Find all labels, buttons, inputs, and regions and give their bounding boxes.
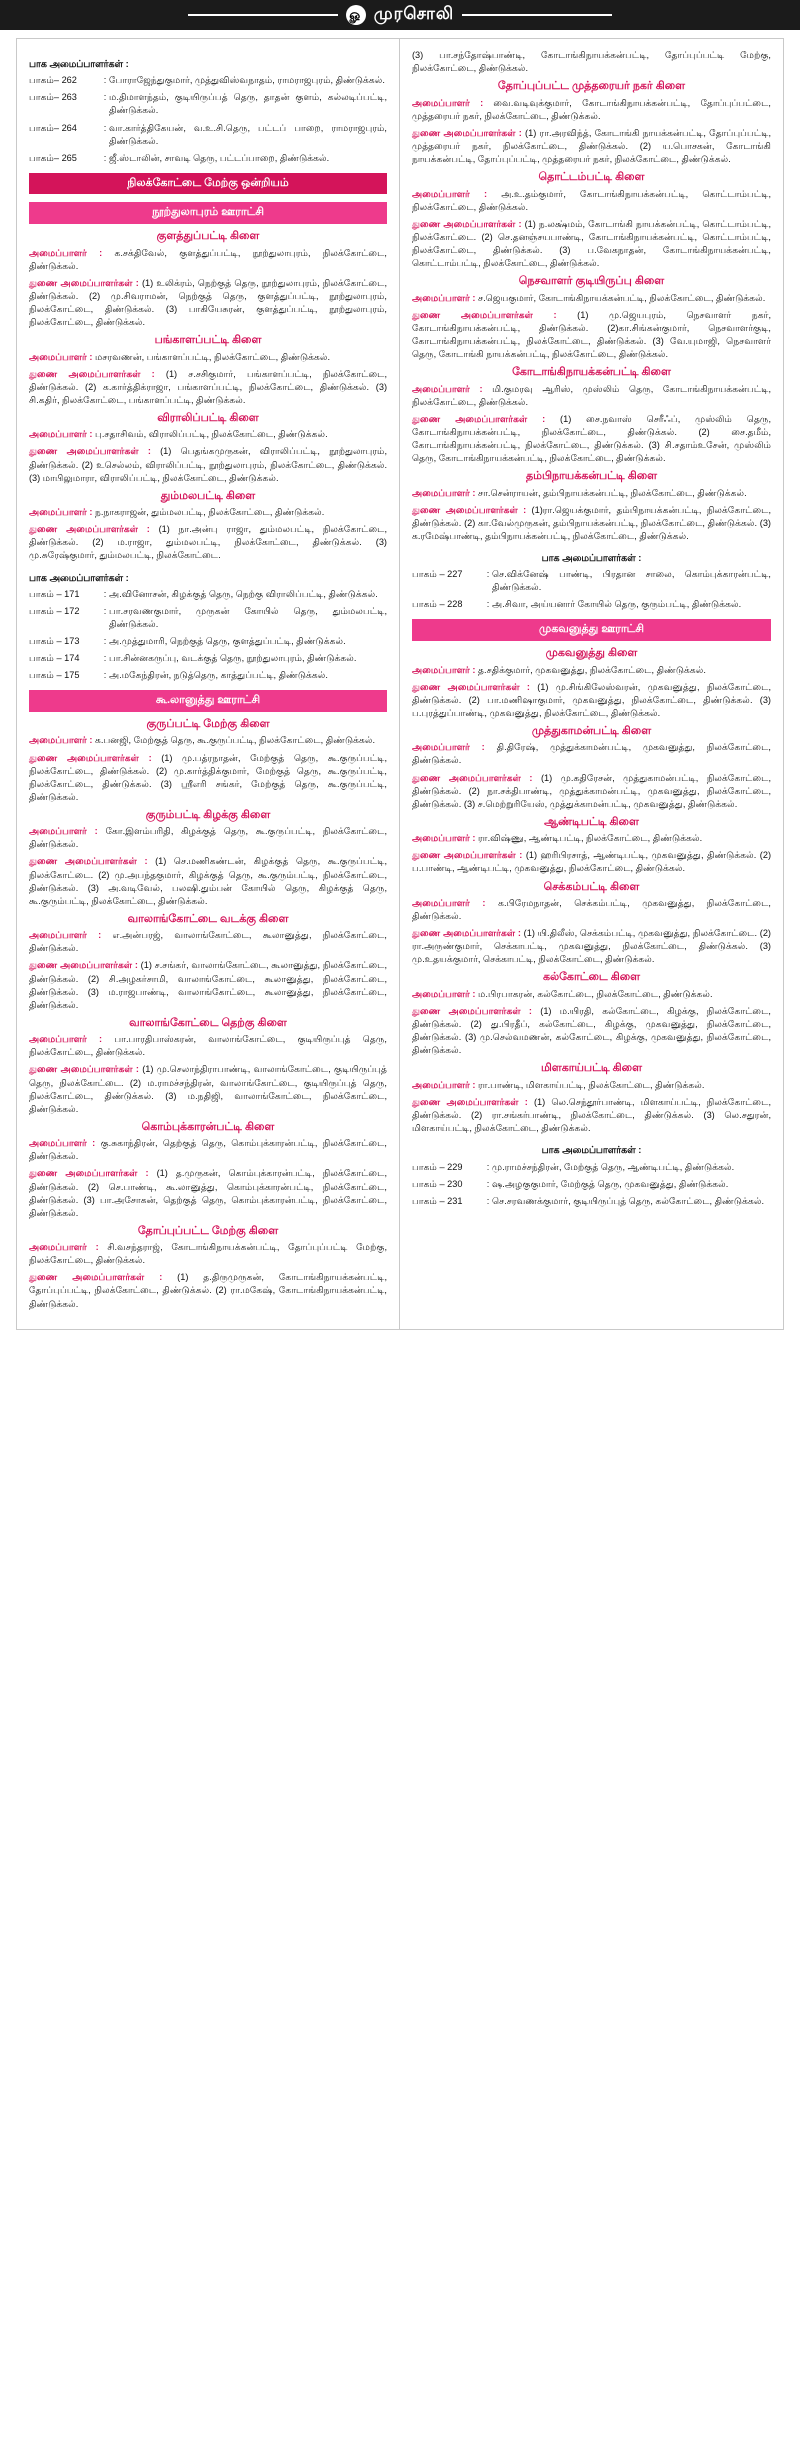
branch-heading: தம்பிநாயக்கன்பட்டி கிளை xyxy=(525,469,658,482)
subsection-label: பாக அமைப்பாளர்கள் : xyxy=(29,58,129,69)
column-right xyxy=(400,39,783,1329)
separator: : xyxy=(103,636,107,647)
entry-text: (1) மு.ஜெயபுரம், நெசவாளர் நகர், கோடாங்கிநாயக்கன்பட்டி, திண்டுக்கல். (2)கா.சிங்கன்குமார், நெசவாளர்குடி, கோடாங்கிநாயக்கன்பட்டி, நிலக்கோட்டை, திண்டுக்கல். (3) வே.யுமாஜி, நெசவாளர் தெரு, கோடாங்கி நாயக்கன்பட்டி, நிலக்கோட்டை, திண்டுக்கல். xyxy=(412,309,771,359)
entry-label: அமைப்பாளர் : xyxy=(29,1242,99,1253)
separator: : xyxy=(486,599,490,610)
entry-label: துணை அமைப்பாளர்கள் : xyxy=(29,960,138,971)
list-item xyxy=(29,635,387,648)
organizer-entry xyxy=(29,277,387,329)
separator: : xyxy=(486,1195,490,1206)
entry-label: அமைப்பாளர் : xyxy=(412,383,483,394)
organizer-entry xyxy=(29,929,387,955)
organizer-entry xyxy=(29,855,387,907)
entry-text: க.சக்திவேல், குளத்துப்பட்டி, நூற்துலாபுரம், நிலக்கோட்டை, திண்டுக்கல். xyxy=(29,247,387,271)
list-item xyxy=(412,598,771,611)
entry-text: க.பிரேமநாதன், செக்கம்பட்டி, முகவனுத்து, நிலக்கோட்டை, திண்டுக்கல். xyxy=(412,898,771,922)
entry-label: அமைப்பாளர் : xyxy=(29,247,103,258)
entry-text: சா.சென்ராயன், தம்பிநாயக்கன்பட்டி, நிலக்கோட்டை, திண்டுக்கல். xyxy=(475,487,747,498)
section-banner: நிலக்கோட்டை மேற்கு ஒன்றியம் xyxy=(29,173,387,195)
section-banner: கூ.லானுத்து ஊராட்சி xyxy=(29,690,387,712)
organizer-entry xyxy=(412,988,771,1001)
list-item xyxy=(412,568,771,594)
entry-text: (1) செ.மணிகண்டன், கிழக்குத் தெரு, கூ.குருப்பட்டி, நிலக்கோட்டை. (2) மு.அபந்தகுமார், கிழக்குத் தெரு, கூ.குரும்பட்டி, நிலக்கோட்டை, திண்டுக்கல். (3) அ.வடிவேல், பலஷி.தும்பன் கோயில் தெரு, கிழக்குத் தெரு, கூ.குரும்பட்டி, நிலக்கோட்டை, திண்டுக்கல். xyxy=(29,856,387,906)
entry-label: அமைப்பாளர் : xyxy=(412,742,485,753)
organizer-entry xyxy=(412,832,771,845)
entry-text: (1) பெதங்கமுருகன், விராலிப்பட்டி, நூற்துலாபுரம், திண்டுக்கல். (2) உசெல்லம், விராலிப்பட்டி, நூற்துலாபுரம், நிலக்கோட்டை, திண்டுக்கல். (3) மாபிலுமாரா, விராலிப்பட்டி, நிலக்கோட்டை, திண்டுக்கல். xyxy=(29,446,387,483)
entry-label: துணை அமைப்பாளர்கள் : xyxy=(29,446,151,457)
entry-label: துணை அமைப்பாளர்கள் : xyxy=(412,127,522,138)
entry-text: (1) த.முருகன், கொம்புக்காரன்பட்டி, நிலக்கோட்டை, திண்டுக்கல். (2) செ.பாண்டி, கூ.லானுத்து, கொம்புக்காரன்பட்டி, நிலக்கோட்டை, திண்டுக்கல். (3) பா.அசோகன், தெற்குத் தெரு, கொம்புக்காரன்பட்டி, நிலக்கோட்டை, திண்டுக்கல். xyxy=(29,1168,387,1218)
masthead-rule-right xyxy=(462,14,612,16)
list-item xyxy=(29,91,387,117)
part-number: பாகம் – 171 xyxy=(29,588,80,599)
section-banner: முகவனுத்து ஊராட்சி xyxy=(412,619,771,641)
entry-text: ச.ஜெயகுமார், கோடாங்கிநாயக்கன்பட்டி, நிலக்கோட்டை, திண்டுக்கல். xyxy=(475,292,766,303)
entry-label: துணை அமைப்பாளர்கள் : xyxy=(412,1097,528,1108)
entry-label: துணை அமைப்பாளர்கள் : xyxy=(412,309,557,320)
entry-text: (1) த.திருமுருகன், கோடாங்கிநாயக்கன்பட்டி, தோப்புப்பட்டி, நிலக்கோட்டை, திண்டுக்கல். (2) ரா.மகேஷ், கோடாங்கிநாயக்கன்பட்டி, திண்டுக்கல். xyxy=(29,1272,387,1309)
part-number: பாகம்– 264 xyxy=(29,122,77,133)
separator: : xyxy=(486,1178,490,1189)
part-number: பாகம்– 265 xyxy=(29,152,77,163)
entry-text: தி.திரேஷ், முத்துக்காமன்பட்டி, முகவனுத்து, நிலக்கோட்டை, திண்டுக்கல். xyxy=(412,742,771,766)
entry-text: (1) ச.சசிகுமார், பங்காளப்பட்டி, நிலக்கோட்டை, திண்டுக்கல். (2) க.கார்த்திக்ராஜா, பங்காளப்பட்டி, நிலக்கோட்டை, திண்டுக்கல். (3) சி.கதிர், நிலக்கோட்டை, பங்காளப்பட்டி, திண்டுக்கல். xyxy=(29,368,388,405)
entry-text: ந.நாகராஜன், தும்மலபட்டி, நிலக்கோட்டை, திண்டுக்கல். xyxy=(92,507,325,518)
part-number: பாகம் – 229 xyxy=(412,1161,463,1172)
masthead-rule-left xyxy=(188,14,338,16)
entry-label: துணை அமைப்பாளர்கள் : xyxy=(29,1168,149,1179)
part-number: பாகம் – 228 xyxy=(412,599,463,610)
part-number: பாகம் – 231 xyxy=(412,1195,463,1206)
entry-text: எ.அன்பரஜ், வாலாங்கோட்டை, கூலானுத்து, நிலக்கோட்டை, திண்டுக்கல். xyxy=(29,930,387,954)
organizer-entry xyxy=(29,445,387,484)
organizer-entry xyxy=(412,772,771,811)
entry-text: (1) ம.யிரதி, கல்கோட்டை, கிழக்கு, நிலக்கோட்டை, திண்டுக்கல். (2) து.பிரதீப், கல்கோட்டை, கிழக்கு, முகவனுத்து, நிலக்கோட்டை, திண்டுக்கல். (3) மு.செல்வமணன், கல்கோட்டை, கிழக்கு, முகவனுத்து, நிலக்கோட்டை, திண்டுக்கல். xyxy=(412,1006,771,1056)
entry-text: (1)ரா.ஜெயக்குமார், தம்பிநாயக்கன்பட்டி, நிலக்கோட்டை, திண்டுக்கல். (2) கா.வேல்முருகன், தம்பிநாயக்கன்பட்டி, நிலக்கோட்டை, திண்டுக்கல். (3) க.ரமேஷ்பாண்டி, தம்பிநாயக்கன்பட்டி, நிலக்கோட்டை, திண்டுக்கல். xyxy=(412,504,771,541)
organizer-entry xyxy=(412,309,771,361)
part-organizer: செ.விக்னேஷ் பாண்டி, பிரதான சாலை, கொம்புக்காரன்பட்டி, திண்டுக்கல். xyxy=(492,569,771,593)
entry-label: துணை அமைப்பாளர்கள் : xyxy=(412,218,522,229)
om-icon: ௐ xyxy=(346,5,366,25)
part-organizer: பா.சின்னகருப்பு, வடக்குத் தெரு, நூற்துலாபுரம், திண்டுக்கல். xyxy=(109,653,357,664)
part-number: பாகம் – 173 xyxy=(29,636,80,647)
organizer-entry xyxy=(29,825,387,851)
organizer-entry xyxy=(412,1079,771,1092)
entry-label: அமைப்பாளர் : xyxy=(29,826,98,837)
entry-text: கு.சுகாந்திரன், தெற்குத் தெரு, கொம்புக்காரன்பட்டி, நிலக்கோட்டை, திண்டுக்கல். xyxy=(29,1138,387,1162)
entry-text: க.பனஜி, மேற்குத் தெரு, கூ.குருப்பட்டி, நிலக்கோட்டை, திண்டுக்கல். xyxy=(92,735,376,746)
entry-text: (1) மு.பத்ரநாதன், மேற்குத் தெரு, கூ.குருப்பட்டி, நிலக்கோட்டை, திண்டுக்கல். (2) மு.கார்த்திக்குமார், மேற்குத் தெரு, கூ.குருப்பட்டி, நிலக்கோட்டை, திண்டுக்கல். (3) ஸ்ரீஎரி சங்கர், மேற்குத் தெரு, கூ.குருப்பட்டி, திண்டுக்கல். xyxy=(29,752,388,802)
branch-heading: தோப்புப்பட்ட மேற்கு கிளை xyxy=(137,1224,279,1237)
entry-label: துணை அமைப்பாளர்கள் : xyxy=(412,850,523,861)
organizer-entry xyxy=(29,506,387,519)
separator: : xyxy=(103,152,107,163)
part-number: பாகம்– 262 xyxy=(29,75,77,86)
organizer-entry xyxy=(29,351,387,364)
entry-text: ரா.பாண்டி, மிளகாய்பட்டி, நிலக்கோட்டை, திண்டுக்கல். xyxy=(475,1079,705,1090)
organizer-entry xyxy=(412,897,771,923)
branch-heading: பங்காளப்பட்டி கிளை xyxy=(154,333,262,346)
organizer-entry xyxy=(412,487,771,500)
part-organizer: அ.சிவா, அய்யனார் கோயில் தெரு, குரும்பட்டி, திண்டுக்கல். xyxy=(492,599,742,610)
list-item xyxy=(29,152,387,165)
list-item xyxy=(29,669,387,682)
separator: : xyxy=(103,653,107,664)
entry-text: கோ.இளம்பரிதி, கிழக்குத் தெரு, கூ.குருப்பட்டி, நிலக்கோட்டை, திண்டுக்கல். xyxy=(29,826,387,850)
list-item xyxy=(412,1161,771,1174)
section-banner: நூற்துலாபுரம் ஊராட்சி xyxy=(29,202,387,224)
branch-heading: கல்கோட்டை கிளை xyxy=(542,971,641,984)
subsection-label: பாக அமைப்பாளர்கள் : xyxy=(541,551,642,563)
entry-text: (1) நா.அன்பு ராஜா, தும்மலபட்டி, நிலக்கோட்டை, திண்டுக்கல். (2) ம.ராஜா, தும்மலபட்டி, நிலக்கோட்டை, திண்டுக்கல். (3) மு.சுரேஷ்குமார், தும்மலபட்டி, நிலக்கோட்டை. xyxy=(29,524,388,561)
entry-label: அமைப்பாளர் : xyxy=(412,487,476,498)
continuation-text: (3) பா.சந்தோஷ்பாண்டி, கோடாங்கிநாயக்கன்பட்டி, தோப்புப்பட்டி மேற்கு, நிலக்கோட்டை, திண்டுக்கல். xyxy=(412,50,771,74)
branch-heading: கோடாங்கிநாயக்கன்பட்டி கிளை xyxy=(512,365,671,378)
entry-label: துணை அமைப்பாளர்கள் : xyxy=(29,277,139,288)
branch-heading: குருப்பட்டி மேற்கு கிளை xyxy=(146,717,270,730)
entry-label: துணை அமைப்பாளர்கள் : xyxy=(29,752,152,763)
organizer-entry xyxy=(412,681,771,720)
list-item xyxy=(29,588,387,601)
part-number: பாகம் – 175 xyxy=(29,670,80,681)
branch-heading: வாலாங்கோட்டை வடக்கு கிளை xyxy=(127,912,289,925)
list-item xyxy=(29,74,387,87)
entry-label: துணை அமைப்பாளர்கள் : xyxy=(29,368,155,379)
entry-text: அ.உ.தம்குமார், கோடாங்கிநாயக்கன்பட்டி, கொட்டாம்பட்டி, நிலக்கோட்டை, திண்டுக்கல். xyxy=(412,188,771,212)
organizer-entry xyxy=(29,247,387,273)
branch-heading: நெசவாளர் குடியிருப்பு கிளை xyxy=(518,275,665,288)
entry-label: துணை அமைப்பாளர்கள் : xyxy=(29,1272,163,1283)
organizer-entry xyxy=(412,127,771,166)
list-item xyxy=(412,1178,771,1191)
organizer-entry xyxy=(412,218,771,270)
subsection-label: பாக அமைப்பாளர்கள் : xyxy=(29,571,129,583)
organizer-entry xyxy=(29,1033,387,1059)
entry-label: அமைப்பாளர் : xyxy=(412,664,476,675)
list-item xyxy=(29,605,387,631)
part-organizer: அ.மகேந்திரன், நடுத்தெரு, காத்துப்பட்டி, திண்டுக்கல். xyxy=(109,670,328,681)
organizer-entry xyxy=(29,1167,387,1219)
entry-label: துணை அமைப்பாளர்கள் : xyxy=(412,504,527,515)
organizer-entry xyxy=(29,428,387,441)
list-item xyxy=(29,122,387,148)
organizer-entry xyxy=(412,413,771,465)
branch-heading: தும்மலபட்டி கிளை xyxy=(160,489,256,502)
entry-text: (1) மு.கதிரேசன், முத்துகாமன்பட்டி, நிலக்கோட்டை, திண்டுக்கல். (2) நா.சக்திபாண்டி, முத்துக்காமன்பட்டி, முகவனுத்து, நிலக்கோட்டை, திண்டுக்கல். (3) ச.மெற்றுரியேஸ், முத்துக்காமன்பட்டி, முகவனுத்து, திண்டுக்கல். xyxy=(412,772,771,809)
part-organizer: அ.முத்துமாரி, நெற்குத் தெரு, குளத்துப்பட்டி, திண்டுக்கல். xyxy=(109,636,346,647)
entry-label: துணை அமைப்பாளர்கள் : xyxy=(29,524,150,535)
entry-text: (1) லெ.செந்தூர்பாண்டி, மிளகாய்பட்டி, நிலக்கோட்டை, திண்டுக்கல். (2) ரா.சங்கர்பாண்டி, நிலக்கோட்டை, திண்டுக்கல். (3) லெ.சதுரன், மிளகாய்பட்டி, நிலக்கோட்டை, திண்டுக்கல். xyxy=(412,1097,771,1134)
branch-heading: வாலாங்கோட்டை தெற்கு கிளை xyxy=(129,1016,287,1029)
entry-label: அமைப்பாளர் : xyxy=(412,97,484,108)
entry-label: அமைப்பாளர் : xyxy=(29,429,93,440)
entry-text: த.சதிக்குமார், முகவனுத்து, நிலக்கோட்டை, திண்டுக்கல். xyxy=(475,664,706,675)
organizer-entry xyxy=(412,504,771,543)
entry-label: அமைப்பாளர் : xyxy=(29,1034,103,1045)
part-organizer: பா.சரவணகுமார், முருகன் கோயில் தெரு, தும்மலபட்டி, திண்டுக்கல். xyxy=(109,605,387,629)
entry-label: அமைப்பாளர் : xyxy=(29,930,102,941)
separator: : xyxy=(486,1161,490,1172)
entry-label: அமைப்பாளர் : xyxy=(412,833,476,844)
entry-label: துணை அமைப்பாளர்கள் : xyxy=(412,413,546,424)
entry-label: துணை அமைப்பாளர்கள் : xyxy=(29,856,148,867)
entry-label: துணை அமைப்பாளர்கள் : xyxy=(412,928,521,939)
separator: : xyxy=(103,92,107,103)
entry-text: (1) உலிக்ரம், நெற்குத் தெரு, நூற்துலாபுரம், நிலக்கோட்டை, திண்டுக்கல். (2) மு.சிவராமன், நெற்குத் தெரு, குளத்துப்பட்டி, நூற்துலாபுரம், நிலக்கோட்டை, திண்டுக்கல். (3) பாகியேசுரன், குளத்துப்பட்டி, நூற்துலாபுரம், நிலக்கோட்டை, திண்டுக்கல். xyxy=(29,277,387,327)
organizer-entry xyxy=(412,849,771,875)
masthead xyxy=(0,0,800,30)
column-left xyxy=(17,39,400,1329)
part-number: பாகம் – 174 xyxy=(29,653,80,664)
entry-text: (1) ரா.அரவிந்த், கோடாங்கி நாயக்கன்பட்டி, தோப்புப்பட்டி, முத்தரையர் நகர், நிலக்கோட்டை, திண்டுக்கல். (2) ய.பொசகன், கோடாங்கி நாயக்கன்பட்டி, தோப்புப்பட்டி, முத்தரையர் நகர், நிலக்கோட்டை, திண்டுக்கல். xyxy=(412,127,772,164)
entry-text: (1) மு.செலாந்திராபாண்டி, வாலாங்கோட்டை, குடியிருப்புத் தெரு, நிலக்கோட்டை. (2) ம.ராமச்சந்திரன், வாலாங்கோட்டை, குடியிருப்புத் தெரு, நிலக்கோட்டை, திண்டுக்கல். (3) ம.நதிஜி, வாலாங்கோட்டை, நிலக்கோட்டை, திண்டுக்கல். xyxy=(29,1064,387,1114)
branch-heading: குரும்பட்டி கிழக்கு கிளை xyxy=(145,808,271,821)
organizer-entry xyxy=(29,1241,387,1267)
list-item xyxy=(412,1195,771,1208)
part-number: பாகம்– 263 xyxy=(29,92,77,103)
branch-heading: தோப்புப்பட்ட முத்தரையர் நகர் கிளை xyxy=(497,80,686,93)
separator: : xyxy=(103,122,107,133)
separator: : xyxy=(103,605,107,616)
entry-label: அமைப்பாளர் : xyxy=(29,1138,96,1149)
part-organizer: ஷ.அழகுகுமார், மேற்குத் தெரு, முகவனுத்து, திண்டுக்கல். xyxy=(492,1178,729,1189)
part-organizer: அ.வினோசன், கிழக்குத் தெரு, நெற்கு விராலிப்பட்டி, திண்டுக்கல். xyxy=(109,588,378,599)
list-item xyxy=(29,652,387,665)
entry-text: (1) மு.சிங்கிலேஸ்வரன், முகவனுத்து, நிலக்கோட்டை, திண்டுக்கல். (2) பா.மணிஷாகுமார், முகவனுத்து, நிலக்கோட்டை, திண்டுக்கல். (3) ப.புரத்துப்பாண்டி, முகவனுத்து, நிலக்கோட்டை, திண்டுக்கல். xyxy=(412,681,772,718)
entry-label: அமைப்பாளர் : xyxy=(412,1079,476,1090)
entry-text: சி.வசந்தராஜ், கோடாங்கிநாயக்கன்பட்டி, தோப்புப்பட்டி மேற்கு, நிலக்கோட்டை, திண்டுக்கல். xyxy=(29,1242,387,1266)
entry-label: அமைப்பாளர் : xyxy=(29,507,93,518)
entry-label: அமைப்பாளர் : xyxy=(412,188,488,199)
entry-text: (1) ச.சங்கர், வாலாங்கோட்டை, கூலானுத்து, நிலக்கோட்டை, திண்டுக்கல். (2) சி.அழகர்சாமி, வாலாங்கோட்டை, கூலானுத்து, நிலக்கோட்டை, திண்டுக்கல். (3) ம.ராஜபாண்டி, வாலாங்கோட்டை, கூலானுத்து, நிலக்கோட்டை, திண்டுக்கல். xyxy=(29,960,388,1010)
organizer-entry xyxy=(29,1137,387,1163)
entry-text: மசரவணன், பங்காளப்பட்டி, நிலக்கோட்டை, திண்டுக்கல். xyxy=(92,351,331,362)
entry-text: ரா.விஷ்ணு, ஆண்டிபட்டி, நிலக்கோட்டை, திண்டுக்கல். xyxy=(475,833,703,844)
organizer-entry xyxy=(412,292,771,305)
part-organizer: ஜீ.ஸ்டாலின், சாவடி தெரு, பட்டப்பாறை, திண்டுக்கல். xyxy=(109,152,330,163)
entry-label: அமைப்பாளர் : xyxy=(412,898,486,909)
entry-label: துணை அமைப்பாளர்கள் : xyxy=(412,772,533,783)
part-organizer: போராஜேந்துகுமார், முத்துவிஸ்வநாதம், ராமராஜபுரம், திண்டுக்கல். xyxy=(109,75,385,86)
organizer-entry xyxy=(29,368,387,407)
organizer-entry xyxy=(412,97,771,123)
branch-heading: தொட்டம்பட்டி கிளை xyxy=(538,171,645,184)
part-organizer: ம.திமாளந்தம், குடியிருப்பத் தெரு, தாதன் குளம், கல்லடிப்பட்டி, திண்டுக்கல். xyxy=(109,92,387,116)
separator: : xyxy=(103,588,107,599)
organizer-entry xyxy=(29,959,387,1011)
part-organizer: வா.கார்த்திகேயன், வ.உ.சி.தெரு, பட்டப் பாறை, ராமராஜபுரம், திண்டுக்கல். xyxy=(109,122,387,146)
branch-heading: முகவனுத்து கிளை xyxy=(545,646,638,659)
separator: : xyxy=(103,75,107,86)
part-organizer: மு.ராமச்சந்திரன், மேற்குத் தெரு, ஆண்டிபட்டி, திண்டுக்கல். xyxy=(492,1161,735,1172)
branch-heading: மிளகாய்பட்டி கிளை xyxy=(540,1062,643,1075)
organizer-entry xyxy=(29,1271,387,1310)
organizer-entry xyxy=(412,383,771,409)
entry-label: அமைப்பாளர் : xyxy=(412,292,476,303)
branch-heading: விராலிப்பட்டி கிளை xyxy=(157,411,259,424)
entry-text: வை.வடிவுக்குமார், கோடாங்கிநாயக்கன்பட்டி, தோப்புப்பட்டை, முத்தரையர் நகர், நிலக்கோட்டை, திண்டுக்கல். xyxy=(412,97,771,121)
entry-text: (1) யி.திலீஸ், செக்கம்பட்டி, முகவனுத்து, நிலக்கோட்டை. (2) ரா.அருண்குமார், செக்காபட்டி, முகவனுத்து, நிலக்கோட்டை, திண்டுக்கல். (3) மு.உதயக்குமார், செக்காபட்டி, நிலக்கோட்டை, திண்டுக்கல். xyxy=(412,928,771,965)
organizer-entry xyxy=(412,741,771,767)
subsection-label: பாக அமைப்பாளர்கள் : xyxy=(541,1144,642,1156)
organizer-entry xyxy=(29,752,387,804)
part-number: பாகம் – 230 xyxy=(412,1178,463,1189)
organizer-entry xyxy=(412,1096,771,1135)
entry-label: துணை அமைப்பாளர்கள் : xyxy=(29,1064,139,1075)
branch-heading: குளத்துப்பட்டி கிளை xyxy=(156,229,260,242)
entry-label: அமைப்பாளர் : xyxy=(412,989,476,1000)
branch-heading: ஆண்டிபட்டி கிளை xyxy=(544,815,639,828)
organizer-entry xyxy=(412,664,771,677)
entry-text: ம.பிரபாகரன், கல்கோட்டை, நிலக்கோட்டை, திண்டுக்கல். xyxy=(475,989,713,1000)
entry-text: பு.சதாசிவம், விராலிப்பட்டி, நிலக்கோட்டை, திண்டுக்கல். xyxy=(92,429,328,440)
organizer-entry xyxy=(412,1005,771,1057)
entry-text: (1) சை.நவாஸ் செரீஃப், முஸ்லிம் தெரு, கோடாங்கிநாயக்கன்பட்டி, நிலக்கோட்டை, திண்டுக்கல். (2) சை.தமீம், கோடாங்கிநாயக்கன்பட்டி, நிலக்கோட்டை, திண்டுக்கல். (3) சி.சதாம்உசேன், முஸ்லிம் தெரு, கோடாங்கிநாயக்கன்பட்டி, நிலக்கோட்டை, திண்டுக்கல். xyxy=(412,413,771,463)
entry-text: (1) ஹரிபிரசாத், ஆண்டிபட்டி, முகவனுத்து, திண்டுக்கல். (2) ப.பாண்டி, ஆண்டிபட்டி, முகவனுத்து, நிலக்கோட்டை, திண்டுக்கல். xyxy=(412,850,772,874)
organizer-entry xyxy=(29,1063,387,1115)
organizer-entry xyxy=(29,523,387,562)
entry-text: மி.குமரவு ஆரிஸ், முஸ்லிம் தெரு, கோடாங்கிநாயக்கன்பட்டி, நிலக்கோட்டை, திண்டுக்கல். xyxy=(412,383,771,407)
content-sheet xyxy=(16,38,784,1330)
masthead-title: முரசொலி xyxy=(373,4,455,23)
branch-heading: கொம்புக்காரன்பட்டி கிளை xyxy=(141,1120,275,1133)
entry-label: அமைப்பாளர் : xyxy=(29,735,93,746)
part-number: பாகம் – 172 xyxy=(29,605,80,616)
branch-heading: முத்துகாமன்பட்டி கிளை xyxy=(531,724,652,737)
organizer-entry xyxy=(412,927,771,966)
separator: : xyxy=(486,569,490,580)
separator: : xyxy=(103,670,107,681)
entry-label: துணை அமைப்பாளர்கள் : xyxy=(412,1006,532,1017)
entry-label: துணை அமைப்பாளர்கள் : xyxy=(412,681,530,692)
part-organizer: செ.சரவணக்குமார், குடியிருப்புத் தெரு, கல்கோட்டை, திண்டுக்கல். xyxy=(492,1195,765,1206)
entry-text: பா.பாரதிபாஸ்கரன், வாலாங்கோட்டை, குடியிருப்புத் தெரு, நிலக்கோட்டை, திண்டுக்கல். xyxy=(29,1034,387,1058)
organizer-entry xyxy=(29,734,387,747)
organizer-entry xyxy=(412,188,771,214)
branch-heading: செக்கம்பட்டி கிளை xyxy=(543,880,640,893)
entry-text: (1) ந.லக்ஷ்மம், கோடாங்கி நாயக்கன்பட்டி, கொட்டாம்பட்டி, நிலக்கோட்டை. (2) செ.தனஞ்சயபாண்டி, கோடாங்கிநாயக்கன்பட்டி, கொட்டாம்பட்டி, நிலக்கோட்டை, திண்டுக்கல். (3) ப.வேகநாதன், கோடாங்கிநாயக்கன்பட்டி, கொட்டாம்பட்டி, நிலக்கோட்டை, திண்டுக்கல். xyxy=(412,218,772,268)
entry-label: அமைப்பாளர் : xyxy=(29,351,93,362)
part-number: பாகம் – 227 xyxy=(412,569,463,580)
